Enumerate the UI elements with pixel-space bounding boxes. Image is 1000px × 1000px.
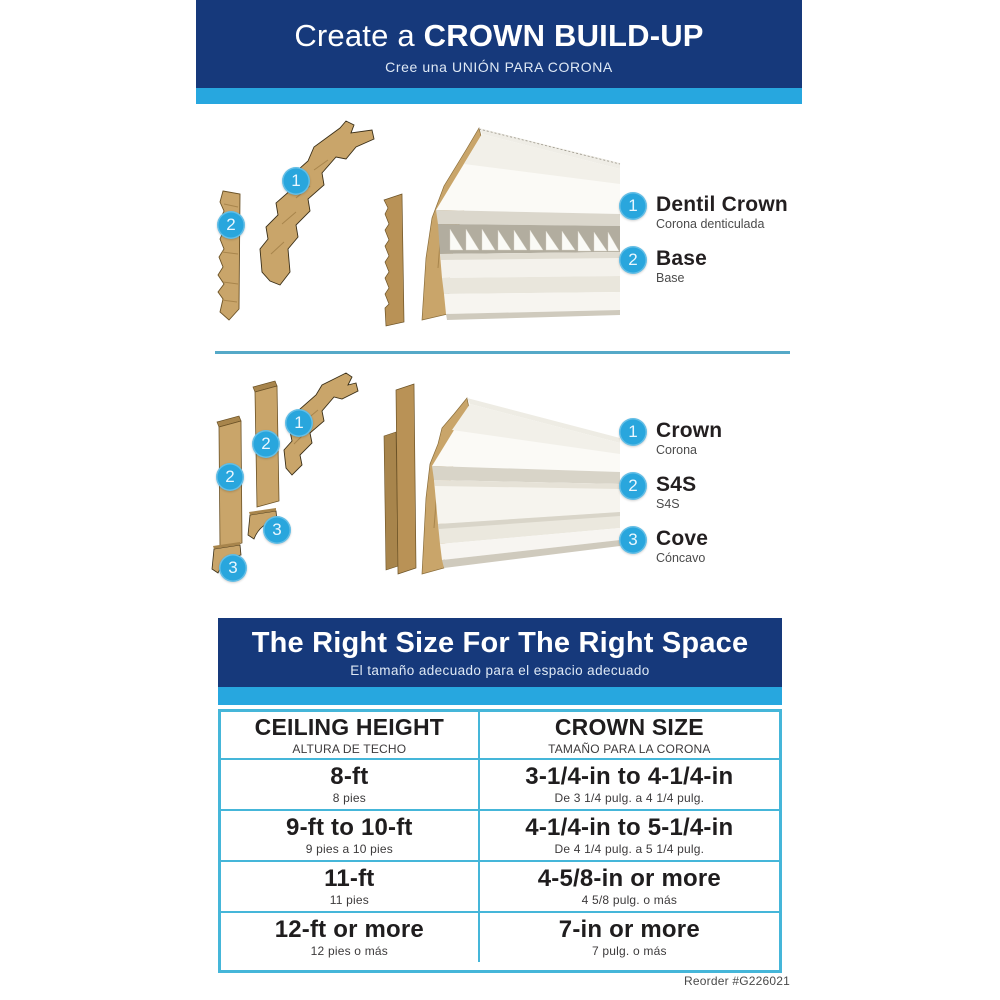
cell-value-es: De 3 1/4 pulg. a 4 1/4 pulg.	[554, 791, 705, 805]
marker-badge-base: 2	[217, 211, 245, 239]
ceiling-height-cell	[221, 760, 478, 809]
page-subtitle: Cree una UNIÓN PARA CORONA	[385, 58, 613, 75]
table-header-ceiling-height	[221, 712, 478, 758]
table-row	[221, 911, 779, 962]
cell-value-en: 8-ft	[330, 763, 369, 790]
cell-value-es: 4 5/8 pulg. o más	[581, 893, 678, 907]
marker-badge-crown: 1	[285, 409, 313, 437]
header-en: CEILING HEIGHT	[254, 713, 445, 740]
marker-badge-cove: 3	[263, 516, 291, 544]
section-divider	[215, 351, 790, 354]
dentil-buildup-section	[196, 104, 802, 352]
legend-sublabel: Corona	[656, 443, 697, 457]
legend-sublabel: Corona denticulada	[656, 217, 765, 231]
cell-value-en: 7-in or more	[558, 916, 700, 943]
legend-number-badge: 2	[619, 246, 647, 274]
table-header-crown-size	[478, 712, 779, 758]
base-band	[442, 276, 620, 294]
marker-badge-s4s: 2	[252, 430, 280, 458]
cell-value-en: 4-5/8-in or more	[537, 865, 721, 892]
legend-item-base	[619, 246, 707, 286]
marker-badge-cove: 3	[219, 554, 247, 582]
crown-size-cell	[478, 913, 779, 962]
wood-back-strip	[384, 432, 398, 570]
legend-label: Cove	[656, 527, 709, 550]
size-guide-subtitle: El tamaño adecuado para el espacio adecuado	[350, 663, 650, 678]
wood-back-strip	[384, 194, 404, 326]
dentil-band	[438, 224, 620, 254]
header-es: ALTURA DE TECHO	[292, 741, 407, 756]
legend-item-dentil-crown	[619, 192, 788, 232]
size-guide-title: The Right Size For The Right Space	[251, 627, 749, 659]
cell-value-es: De 4 1/4 pulg. a 5 1/4 pulg.	[554, 842, 705, 856]
crown-size-cell	[478, 760, 779, 809]
legend-number-badge: 3	[619, 526, 647, 554]
marker-badge-s4s: 2	[216, 463, 244, 491]
cell-value-en: 9-ft to 10-ft	[286, 814, 413, 841]
legend-label: Base	[656, 247, 708, 270]
legend-label: S4S	[656, 473, 697, 496]
crown-profile-piece	[260, 121, 374, 285]
legend-item-s4s	[619, 472, 696, 512]
crown-size-cell	[478, 862, 779, 911]
cell-value-en: 4-1/4-in to 5-1/4-in	[525, 814, 734, 841]
size-guide-banner	[218, 618, 782, 687]
legend-sublabel: S4S	[656, 497, 680, 511]
table-row	[221, 758, 779, 809]
legend-number-badge: 1	[619, 192, 647, 220]
header-en: CROWN SIZE	[554, 713, 704, 740]
cell-value-es: 9 pies a 10 pies	[305, 842, 393, 856]
cove-crown-assembled-illustration	[372, 368, 622, 603]
accent-stripe-size	[218, 687, 782, 705]
ceiling-height-cell	[221, 913, 478, 962]
legend-item-cove	[619, 526, 708, 566]
page-title-light: Create a	[294, 17, 415, 53]
size-table	[218, 709, 782, 973]
legend-label: Dentil Crown	[656, 193, 788, 216]
ceiling-height-cell	[221, 862, 478, 911]
legend-label: Crown	[656, 419, 723, 442]
wood-back-board	[396, 384, 416, 574]
cell-value-es: 12 pies o más	[310, 944, 388, 958]
accent-stripe-top	[196, 88, 802, 104]
legend-sublabel: Base	[656, 271, 685, 285]
page-title	[294, 18, 703, 54]
legend-item-crown	[619, 418, 722, 458]
cove-buildup-section	[196, 362, 802, 614]
cell-value-es: 7 pulg. o más	[592, 944, 667, 958]
reorder-number: Reorder #G226021	[684, 974, 790, 988]
dentil-crown-assembled-illustration	[372, 108, 622, 343]
legend-sublabel: Cóncavo	[656, 551, 706, 565]
legend-number-badge: 1	[619, 418, 647, 446]
header-banner	[196, 0, 802, 88]
table-row	[221, 860, 779, 911]
cell-value-en: 11-ft	[324, 865, 375, 892]
marker-badge-dentil-crown: 1	[282, 167, 310, 195]
header-es: TAMAÑO PARA LA CORONA	[548, 741, 711, 756]
cell-value-en: 3-1/4-in to 4-1/4-in	[525, 763, 734, 790]
table-row	[221, 809, 779, 860]
cell-value-es: 11 pies	[329, 893, 369, 907]
page-title-bold: CROWN BUILD-UP	[423, 17, 704, 53]
ceiling-height-cell	[221, 811, 478, 860]
table-header-row	[221, 712, 779, 758]
crown-size-cell	[478, 811, 779, 860]
cell-value-en: 12-ft or more	[274, 916, 424, 943]
legend-number-badge: 2	[619, 472, 647, 500]
cell-value-es: 8 pies	[332, 791, 366, 805]
